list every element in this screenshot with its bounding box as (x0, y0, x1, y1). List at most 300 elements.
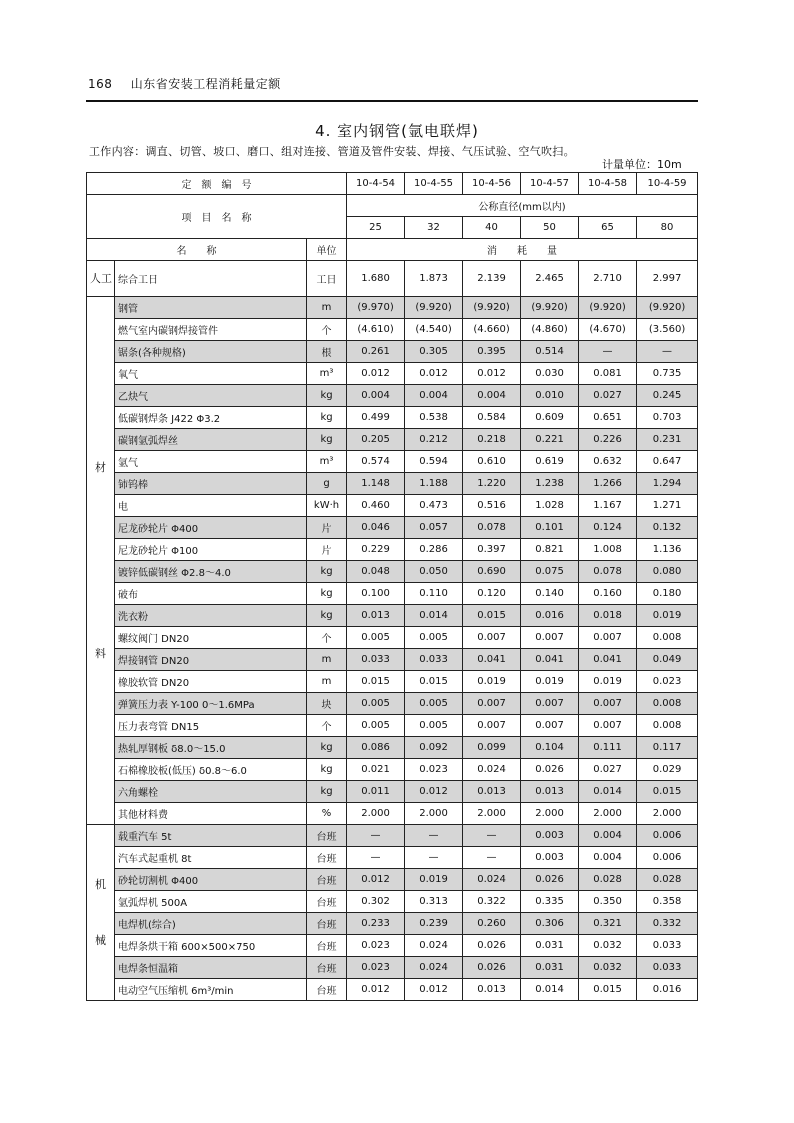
item-name-cell: 热轧厚钢板 δ8.0～15.0 (115, 737, 307, 759)
table-row (87, 385, 698, 407)
value-cell: — (347, 825, 405, 847)
col-consumption-header: 消 耗 量 (347, 239, 698, 261)
item-unit-cell: kg (307, 561, 347, 583)
value-cell: 0.057 (405, 517, 463, 539)
value-cell: 0.132 (637, 517, 698, 539)
value-cell: (9.920) (405, 297, 463, 319)
code-cell: 10-4-54 (347, 173, 405, 195)
table-row (87, 847, 698, 869)
value-cell: 1.238 (521, 473, 579, 495)
value-cell: 0.690 (463, 561, 521, 583)
value-cell: 0.006 (637, 847, 698, 869)
value-cell: 1.136 (637, 539, 698, 561)
value-cell: 0.584 (463, 407, 521, 429)
value-cell: 0.005 (405, 627, 463, 649)
item-unit-cell: m (307, 671, 347, 693)
value-cell: 0.026 (521, 869, 579, 891)
value-cell: — (405, 825, 463, 847)
value-cell: 0.594 (405, 451, 463, 473)
category-label: 材 (95, 460, 106, 474)
item-name-cell: 焊接钢管 DN20 (115, 649, 307, 671)
item-name-cell: 弹簧压力表 Y-100 0～1.6MPa (115, 693, 307, 715)
value-cell: 0.015 (347, 671, 405, 693)
value-cell: 0.028 (579, 869, 637, 891)
value-cell: (4.610) (347, 319, 405, 341)
value-cell: 1.266 (579, 473, 637, 495)
value-cell: 0.016 (521, 605, 579, 627)
item-name-cell: 载重汽车 5t (115, 825, 307, 847)
quota-code-label: 定 额 编 号 (87, 173, 347, 195)
col-name-header: 名 称 (87, 239, 307, 261)
value-cell: 0.031 (521, 935, 579, 957)
item-unit-cell: m (307, 297, 347, 319)
value-cell: 0.321 (579, 913, 637, 935)
value-cell: 0.350 (579, 891, 637, 913)
item-name-cell: 碳钢氩弧焊丝 (115, 429, 307, 451)
table-row (87, 627, 698, 649)
value-cell: 0.007 (579, 715, 637, 737)
value-cell: 1.028 (521, 495, 579, 517)
value-cell: 1.008 (579, 539, 637, 561)
item-name-cell: 钢管 (115, 297, 307, 319)
value-cell: 0.041 (521, 649, 579, 671)
item-name-cell: 六角螺栓 (115, 781, 307, 803)
value-cell: 0.007 (579, 627, 637, 649)
value-cell: 0.027 (579, 385, 637, 407)
value-cell: 0.015 (463, 605, 521, 627)
value-cell: 0.332 (637, 913, 698, 935)
code-cell: 10-4-57 (521, 173, 579, 195)
table-row (87, 363, 698, 385)
value-cell: 0.019 (637, 605, 698, 627)
item-name-cell: 乙炔气 (115, 385, 307, 407)
item-unit-cell: 个 (307, 627, 347, 649)
item-unit-cell: kg (307, 781, 347, 803)
item-unit-cell: 根 (307, 341, 347, 363)
item-name-cell: 尼龙砂轮片 Φ400 (115, 517, 307, 539)
item-unit-cell: kg (307, 385, 347, 407)
value-cell: 0.099 (463, 737, 521, 759)
value-cell: 0.041 (463, 649, 521, 671)
table-row (87, 539, 698, 561)
item-name-cell: 氩气 (115, 451, 307, 473)
item-unit-cell: 台班 (307, 847, 347, 869)
table-row (87, 693, 698, 715)
value-cell: 0.031 (521, 957, 579, 979)
item-unit-cell: 台班 (307, 825, 347, 847)
value-cell: 0.218 (463, 429, 521, 451)
item-unit-cell: kg (307, 407, 347, 429)
value-cell: 0.007 (521, 627, 579, 649)
value-cell: 2.997 (637, 261, 698, 297)
value-cell: 0.012 (347, 869, 405, 891)
value-cell: 0.026 (463, 935, 521, 957)
value-cell: 0.180 (637, 583, 698, 605)
table-row (87, 561, 698, 583)
code-cell: 10-4-55 (405, 173, 463, 195)
value-cell: 1.188 (405, 473, 463, 495)
value-cell: 0.647 (637, 451, 698, 473)
value-cell: 0.023 (347, 957, 405, 979)
value-cell: 0.015 (637, 781, 698, 803)
table-row (87, 473, 698, 495)
value-cell: 0.111 (579, 737, 637, 759)
item-unit-cell: 台班 (307, 891, 347, 913)
item-name-cell: 综合工日 (115, 261, 307, 297)
item-name-cell: 氧气 (115, 363, 307, 385)
value-cell: 0.032 (579, 957, 637, 979)
value-cell: (4.660) (463, 319, 521, 341)
value-cell: 0.538 (405, 407, 463, 429)
item-name-cell: 锯条(各种规格) (115, 341, 307, 363)
value-cell: 0.358 (637, 891, 698, 913)
value-cell: 0.012 (405, 363, 463, 385)
table-row (87, 781, 698, 803)
value-cell: 0.075 (521, 561, 579, 583)
item-name-cell: 电焊机(综合) (115, 913, 307, 935)
value-cell: 0.302 (347, 891, 405, 913)
value-cell: 0.233 (347, 913, 405, 935)
table-row (87, 495, 698, 517)
value-cell: 0.081 (579, 363, 637, 385)
value-cell: (9.970) (347, 297, 405, 319)
value-cell: 0.205 (347, 429, 405, 451)
item-name-cell: 铈钨棒 (115, 473, 307, 495)
item-name-cell: 螺纹阀门 DN20 (115, 627, 307, 649)
value-cell: (3.560) (637, 319, 698, 341)
item-unit-cell: kg (307, 737, 347, 759)
diameter-cell: 50 (521, 217, 579, 239)
item-unit-cell: 片 (307, 539, 347, 561)
value-cell: 0.007 (463, 715, 521, 737)
value-cell: 0.004 (579, 825, 637, 847)
value-cell: 0.012 (347, 979, 405, 1001)
value-cell: 0.574 (347, 451, 405, 473)
code-row (87, 173, 698, 195)
table-row (87, 715, 698, 737)
value-cell: (9.920) (637, 297, 698, 319)
value-cell: (9.920) (579, 297, 637, 319)
table-row (87, 297, 698, 319)
value-cell: — (405, 847, 463, 869)
value-cell: 0.140 (521, 583, 579, 605)
value-cell: 0.013 (521, 781, 579, 803)
category-label: 料 (95, 646, 106, 660)
item-unit-cell: 个 (307, 715, 347, 737)
value-cell: 0.514 (521, 341, 579, 363)
table-row (87, 825, 698, 847)
value-cell: 0.033 (347, 649, 405, 671)
value-cell: 0.120 (463, 583, 521, 605)
table-row (87, 671, 698, 693)
item-unit-cell: 台班 (307, 913, 347, 935)
work-content: 工作内容：调直、切管、坡口、磨口、组对连接、管道及管件安装、焊接、气压试验、空气吹扫。 (89, 145, 575, 158)
value-cell: 0.160 (579, 583, 637, 605)
value-cell: 0.516 (463, 495, 521, 517)
value-cell: 0.101 (521, 517, 579, 539)
value-cell: 0.239 (405, 913, 463, 935)
diameter-cell: 25 (347, 217, 405, 239)
value-cell: 0.012 (347, 363, 405, 385)
value-cell: (4.540) (405, 319, 463, 341)
value-cell: 2.000 (405, 803, 463, 825)
item-unit-cell: 块 (307, 693, 347, 715)
value-cell: 0.030 (521, 363, 579, 385)
value-cell: 0.046 (347, 517, 405, 539)
value-cell: 0.049 (637, 649, 698, 671)
value-cell: 0.100 (347, 583, 405, 605)
value-cell: 0.007 (521, 693, 579, 715)
value-cell: 0.395 (463, 341, 521, 363)
code-cell: 10-4-56 (463, 173, 521, 195)
value-cell: 0.012 (405, 979, 463, 1001)
value-cell: 0.735 (637, 363, 698, 385)
value-cell: 0.229 (347, 539, 405, 561)
table-row (87, 979, 698, 1001)
item-name-cell: 汽车式起重机 8t (115, 847, 307, 869)
table-row (87, 261, 698, 297)
value-cell: 0.245 (637, 385, 698, 407)
value-cell: 2.139 (463, 261, 521, 297)
value-cell: 2.710 (579, 261, 637, 297)
value-cell: 0.014 (579, 781, 637, 803)
value-cell: 0.012 (463, 363, 521, 385)
running-header (88, 75, 281, 92)
diameter-cell: 40 (463, 217, 521, 239)
value-cell: 0.004 (463, 385, 521, 407)
item-unit-cell: g (307, 473, 347, 495)
item-name-cell: 砂轮切割机 Φ400 (115, 869, 307, 891)
value-cell: 0.012 (405, 781, 463, 803)
table-row (87, 451, 698, 473)
category-label: 械 (95, 933, 106, 947)
col-unit-header: 单位 (307, 239, 347, 261)
value-cell: 0.821 (521, 539, 579, 561)
value-cell: 0.007 (463, 693, 521, 715)
value-cell: 0.460 (347, 495, 405, 517)
value-cell: 0.078 (579, 561, 637, 583)
value-cell: 1.873 (405, 261, 463, 297)
value-cell: 0.026 (463, 957, 521, 979)
table-row (87, 341, 698, 363)
category-label: 机 (95, 877, 106, 891)
value-cell: 0.080 (637, 561, 698, 583)
diameter-cell: 80 (637, 217, 698, 239)
diameter-cell: 65 (579, 217, 637, 239)
value-cell: 0.124 (579, 517, 637, 539)
table-row (87, 957, 698, 979)
item-name-cell: 尼龙砂轮片 Φ100 (115, 539, 307, 561)
item-unit-cell: kg (307, 583, 347, 605)
value-cell: 0.003 (521, 825, 579, 847)
value-cell: 0.011 (347, 781, 405, 803)
value-cell: 0.609 (521, 407, 579, 429)
value-cell: (4.670) (579, 319, 637, 341)
value-cell: 0.021 (347, 759, 405, 781)
item-unit-cell: 工日 (307, 261, 347, 297)
value-cell: 1.167 (579, 495, 637, 517)
table-row (87, 935, 698, 957)
item-unit-cell: kg (307, 605, 347, 627)
value-cell: 0.092 (405, 737, 463, 759)
value-cell: 0.632 (579, 451, 637, 473)
value-cell: — (463, 847, 521, 869)
value-cell: 0.226 (579, 429, 637, 451)
diameter-label-row (87, 195, 698, 217)
value-cell: 0.014 (521, 979, 579, 1001)
value-cell: 2.465 (521, 261, 579, 297)
category-label: 人工 (90, 271, 112, 285)
code-cell: 10-4-59 (637, 173, 698, 195)
value-cell: 0.023 (637, 671, 698, 693)
value-cell: 0.397 (463, 539, 521, 561)
item-unit-cell: 台班 (307, 869, 347, 891)
value-cell: 0.041 (579, 649, 637, 671)
table-row (87, 737, 698, 759)
item-unit-cell: 片 (307, 517, 347, 539)
value-cell: 0.010 (521, 385, 579, 407)
value-cell: 0.305 (405, 341, 463, 363)
item-unit-cell: kW·h (307, 495, 347, 517)
value-cell: — (637, 341, 698, 363)
value-cell: 0.117 (637, 737, 698, 759)
value-cell: — (347, 847, 405, 869)
value-cell: 1.148 (347, 473, 405, 495)
value-cell: 0.004 (347, 385, 405, 407)
item-unit-cell: % (307, 803, 347, 825)
value-cell: 0.306 (521, 913, 579, 935)
value-cell: 0.110 (405, 583, 463, 605)
item-unit-cell: m³ (307, 451, 347, 473)
item-name-cell: 破布 (115, 583, 307, 605)
value-cell: 0.024 (405, 957, 463, 979)
value-cell: 0.286 (405, 539, 463, 561)
value-cell: 0.023 (347, 935, 405, 957)
item-unit-cell: 台班 (307, 979, 347, 1001)
table-row (87, 583, 698, 605)
value-cell: 0.651 (579, 407, 637, 429)
value-cell: 0.007 (579, 693, 637, 715)
value-cell: 0.019 (579, 671, 637, 693)
item-name-cell: 其他材料费 (115, 803, 307, 825)
item-name-label: 项 目 名 称 (87, 195, 347, 239)
item-unit-cell: 个 (307, 319, 347, 341)
item-unit-cell: kg (307, 759, 347, 781)
table-row (87, 319, 698, 341)
value-cell: 0.313 (405, 891, 463, 913)
value-cell: 1.680 (347, 261, 405, 297)
value-cell: 0.029 (637, 759, 698, 781)
value-cell: 0.005 (347, 627, 405, 649)
diameter-cell: 32 (405, 217, 463, 239)
table-row (87, 517, 698, 539)
value-cell: 0.004 (579, 847, 637, 869)
value-cell: 0.016 (637, 979, 698, 1001)
value-cell: 2.000 (579, 803, 637, 825)
value-cell: 0.221 (521, 429, 579, 451)
table-row (87, 649, 698, 671)
value-cell: 0.008 (637, 693, 698, 715)
value-cell: 0.231 (637, 429, 698, 451)
value-cell: 0.014 (405, 605, 463, 627)
value-cell: 0.026 (521, 759, 579, 781)
value-cell: 0.322 (463, 891, 521, 913)
value-cell: 0.005 (405, 715, 463, 737)
header-rule (86, 100, 698, 102)
value-cell: 0.703 (637, 407, 698, 429)
diameter-label: 公称直径(mm以内) (347, 195, 698, 217)
item-name-cell: 压力表弯管 DN15 (115, 715, 307, 737)
item-unit-cell: kg (307, 429, 347, 451)
value-cell: 0.473 (405, 495, 463, 517)
item-name-cell: 电动空气压缩机 6m³/min (115, 979, 307, 1001)
table-row (87, 429, 698, 451)
value-cell: 0.078 (463, 517, 521, 539)
value-cell: 0.008 (637, 715, 698, 737)
value-cell: 0.018 (579, 605, 637, 627)
table-row (87, 605, 698, 627)
value-cell: 0.610 (463, 451, 521, 473)
category-machine (87, 825, 115, 1001)
value-cell: 0.048 (347, 561, 405, 583)
quota-table (86, 172, 698, 1001)
table-row (87, 913, 698, 935)
value-cell: 2.000 (347, 803, 405, 825)
item-name-cell: 燃气室内碳钢焊接管件 (115, 319, 307, 341)
page-number: 168 (88, 77, 113, 91)
item-unit-cell: m (307, 649, 347, 671)
value-cell: 2.000 (463, 803, 521, 825)
category-material (87, 297, 115, 825)
item-name-cell: 氩弧焊机 500A (115, 891, 307, 913)
item-name-cell: 低碳钢焊条 J422 Φ3.2 (115, 407, 307, 429)
item-name-cell: 电焊条烘干箱 600×500×750 (115, 935, 307, 957)
item-name-cell: 橡胶软管 DN20 (115, 671, 307, 693)
value-cell: 0.024 (463, 759, 521, 781)
category-labor (87, 261, 115, 297)
value-cell: 0.019 (463, 671, 521, 693)
value-cell: (4.860) (521, 319, 579, 341)
column-header-row (87, 239, 698, 261)
value-cell: 0.013 (463, 781, 521, 803)
value-cell: 0.619 (521, 451, 579, 473)
value-cell: 0.013 (347, 605, 405, 627)
value-cell: 0.006 (637, 825, 698, 847)
value-cell: 0.007 (521, 715, 579, 737)
value-cell: 0.024 (463, 869, 521, 891)
value-cell: 0.212 (405, 429, 463, 451)
value-cell: — (463, 825, 521, 847)
item-name-cell: 石棉橡胶板(低压) δ0.8～6.0 (115, 759, 307, 781)
value-cell: 0.104 (521, 737, 579, 759)
value-cell: 0.003 (521, 847, 579, 869)
unit-label: 计量单位：10m (602, 158, 682, 171)
value-cell: 0.004 (405, 385, 463, 407)
table-row (87, 759, 698, 781)
section-title: 4. 室内钢管(氩电联焊) (315, 122, 479, 140)
value-cell: 1.220 (463, 473, 521, 495)
value-cell: 0.015 (405, 671, 463, 693)
value-cell: 0.007 (463, 627, 521, 649)
item-unit-cell: 台班 (307, 957, 347, 979)
value-cell: 0.260 (463, 913, 521, 935)
value-cell: 0.499 (347, 407, 405, 429)
value-cell: 0.335 (521, 891, 579, 913)
value-cell: 0.086 (347, 737, 405, 759)
code-cell: 10-4-58 (579, 173, 637, 195)
value-cell: (9.920) (463, 297, 521, 319)
item-unit-cell: 台班 (307, 935, 347, 957)
